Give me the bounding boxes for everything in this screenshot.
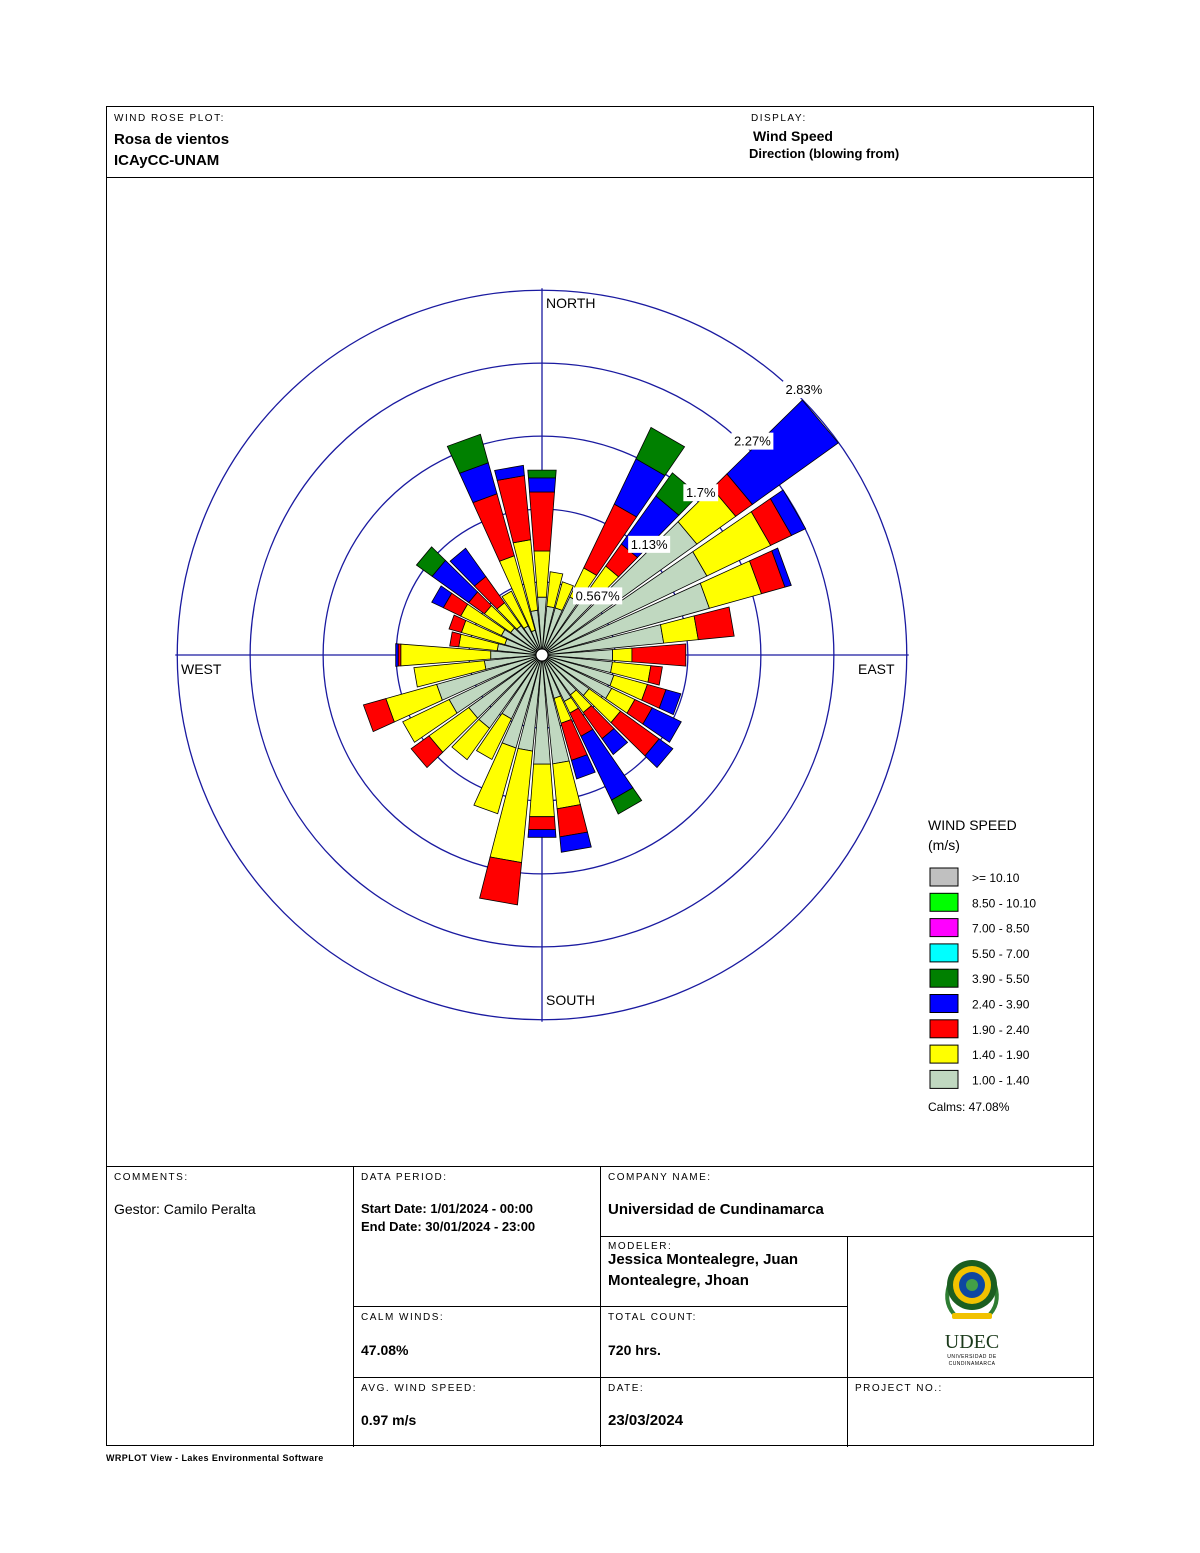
petal-80-bin-3 <box>694 607 734 640</box>
calm-value: 47.08% <box>361 1342 409 1358</box>
ring-label-1: 0.567% <box>575 588 620 604</box>
legend-title: WIND SPEED <box>928 817 1017 833</box>
total-label: TOTAL COUNT: <box>608 1312 697 1323</box>
avg-value: 0.97 m/s <box>361 1412 417 1428</box>
project-label: PROJECT NO.: <box>855 1383 943 1394</box>
date-value: 23/03/2024 <box>608 1412 684 1429</box>
legend-swatch-3 <box>930 919 958 937</box>
legend-swatch-9 <box>930 1070 958 1088</box>
ring-label-5: 2.83% <box>785 382 823 398</box>
avg-label: AVG. WIND SPEED: <box>361 1383 478 1394</box>
display-label: DISPLAY: <box>751 113 807 124</box>
legend-swatch-5 <box>930 969 958 987</box>
rose-petals <box>363 400 838 905</box>
divider-calm <box>353 1306 847 1307</box>
modeler-line1: Jessica Montealegre, Juan <box>608 1251 799 1268</box>
legend-label-7: 1.90 - 2.40 <box>972 1022 1030 1037</box>
label-south: SOUTH <box>546 992 595 1008</box>
legend-label-3: 7.00 - 8.50 <box>972 921 1030 936</box>
petal-90-bin-2 <box>613 648 632 662</box>
legend-label-4: 5.50 - 7.00 <box>972 946 1030 961</box>
legend-swatch-6 <box>930 995 958 1013</box>
legend-swatch-2 <box>930 893 958 911</box>
petal-280-bin-3 <box>450 632 461 647</box>
ring-label-3: 1.7% <box>685 485 716 501</box>
plot-title-line1: Rosa de vientos <box>114 131 230 148</box>
legend-swatch-4 <box>930 944 958 962</box>
legend-units: (m/s) <box>928 837 960 853</box>
start-date: Start Date: 1/01/2024 - 00:00 <box>361 1201 533 1216</box>
legend-label-8: 1.40 - 1.90 <box>972 1048 1030 1063</box>
divider-avg <box>353 1377 1093 1378</box>
legend-calms: Calms: 47.08% <box>928 1100 1010 1114</box>
divider-col3 <box>847 1236 848 1447</box>
petal-180-bin-3 <box>529 817 556 830</box>
display-line2: Direction (blowing from) <box>749 146 900 161</box>
udec-logo <box>937 1245 1007 1375</box>
petal-180-bin-2 <box>530 764 555 817</box>
ring-label-2: 1.13% <box>630 536 668 552</box>
petal-170-bin-3 <box>557 805 587 837</box>
legend-swatch-1 <box>930 868 958 886</box>
petal-0-bin-3 <box>530 492 555 551</box>
modeler-label: MODELER: <box>608 1241 673 1252</box>
rose-center <box>536 649 548 661</box>
legend-label-6: 2.40 - 3.90 <box>972 997 1030 1012</box>
legend-label-9: 1.00 - 1.40 <box>972 1073 1030 1088</box>
divider-company <box>600 1236 1093 1237</box>
company-label: COMPANY NAME: <box>608 1172 712 1183</box>
logo-sub1: UNIVERSIDAD DE <box>947 1354 997 1360</box>
comments-label: COMMENTS: <box>114 1172 189 1183</box>
petal-190-bin-3 <box>480 857 522 905</box>
software-note: WRPLOT View - Lakes Environmental Software <box>106 1453 324 1463</box>
legend-swatch-8 <box>930 1045 958 1063</box>
calm-label: CALM WINDS: <box>361 1312 445 1323</box>
petal-100-bin-3 <box>648 666 662 685</box>
plot-title-line2: ICAyCC-UNAM <box>114 152 220 169</box>
label-north: NORTH <box>546 295 596 311</box>
ring-label-4: 2.27% <box>733 433 771 449</box>
plot-label: WIND ROSE PLOT: <box>114 113 225 124</box>
date-label: DATE: <box>608 1383 645 1394</box>
petal-0-bin-5 <box>528 470 556 478</box>
petal-180-bin-4 <box>528 830 556 838</box>
logo-text: UDEC <box>944 1331 1000 1353</box>
company-name: Universidad de Cundinamarca <box>608 1201 824 1218</box>
petal-0-bin-4 <box>528 478 555 492</box>
comments-text: Gestor: Camilo Peralta <box>114 1201 256 1217</box>
period-label: DATA PERIOD: <box>361 1172 448 1183</box>
label-west: WEST <box>181 661 222 677</box>
modeler-line2: Montealegre, Jhoan <box>608 1272 749 1289</box>
total-value: 720 hrs. <box>608 1342 661 1358</box>
petal-270-bin-4 <box>396 644 399 667</box>
legend-label-2: 8.50 - 10.10 <box>972 896 1037 911</box>
legend-label-5: 3.90 - 5.50 <box>972 972 1030 987</box>
label-east: EAST <box>858 661 895 677</box>
legend <box>930 868 1036 1088</box>
legend-swatch-7 <box>930 1020 958 1038</box>
logo-sub2: CUNDINAMARCA <box>948 1361 996 1367</box>
display-line1: Wind Speed <box>753 128 833 144</box>
legend-label-1: >= 10.10 <box>972 871 1020 885</box>
petal-0-bin-2 <box>534 551 550 597</box>
end-date: End Date: 30/01/2024 - 23:00 <box>361 1219 536 1234</box>
petal-90-bin-3 <box>632 644 686 666</box>
